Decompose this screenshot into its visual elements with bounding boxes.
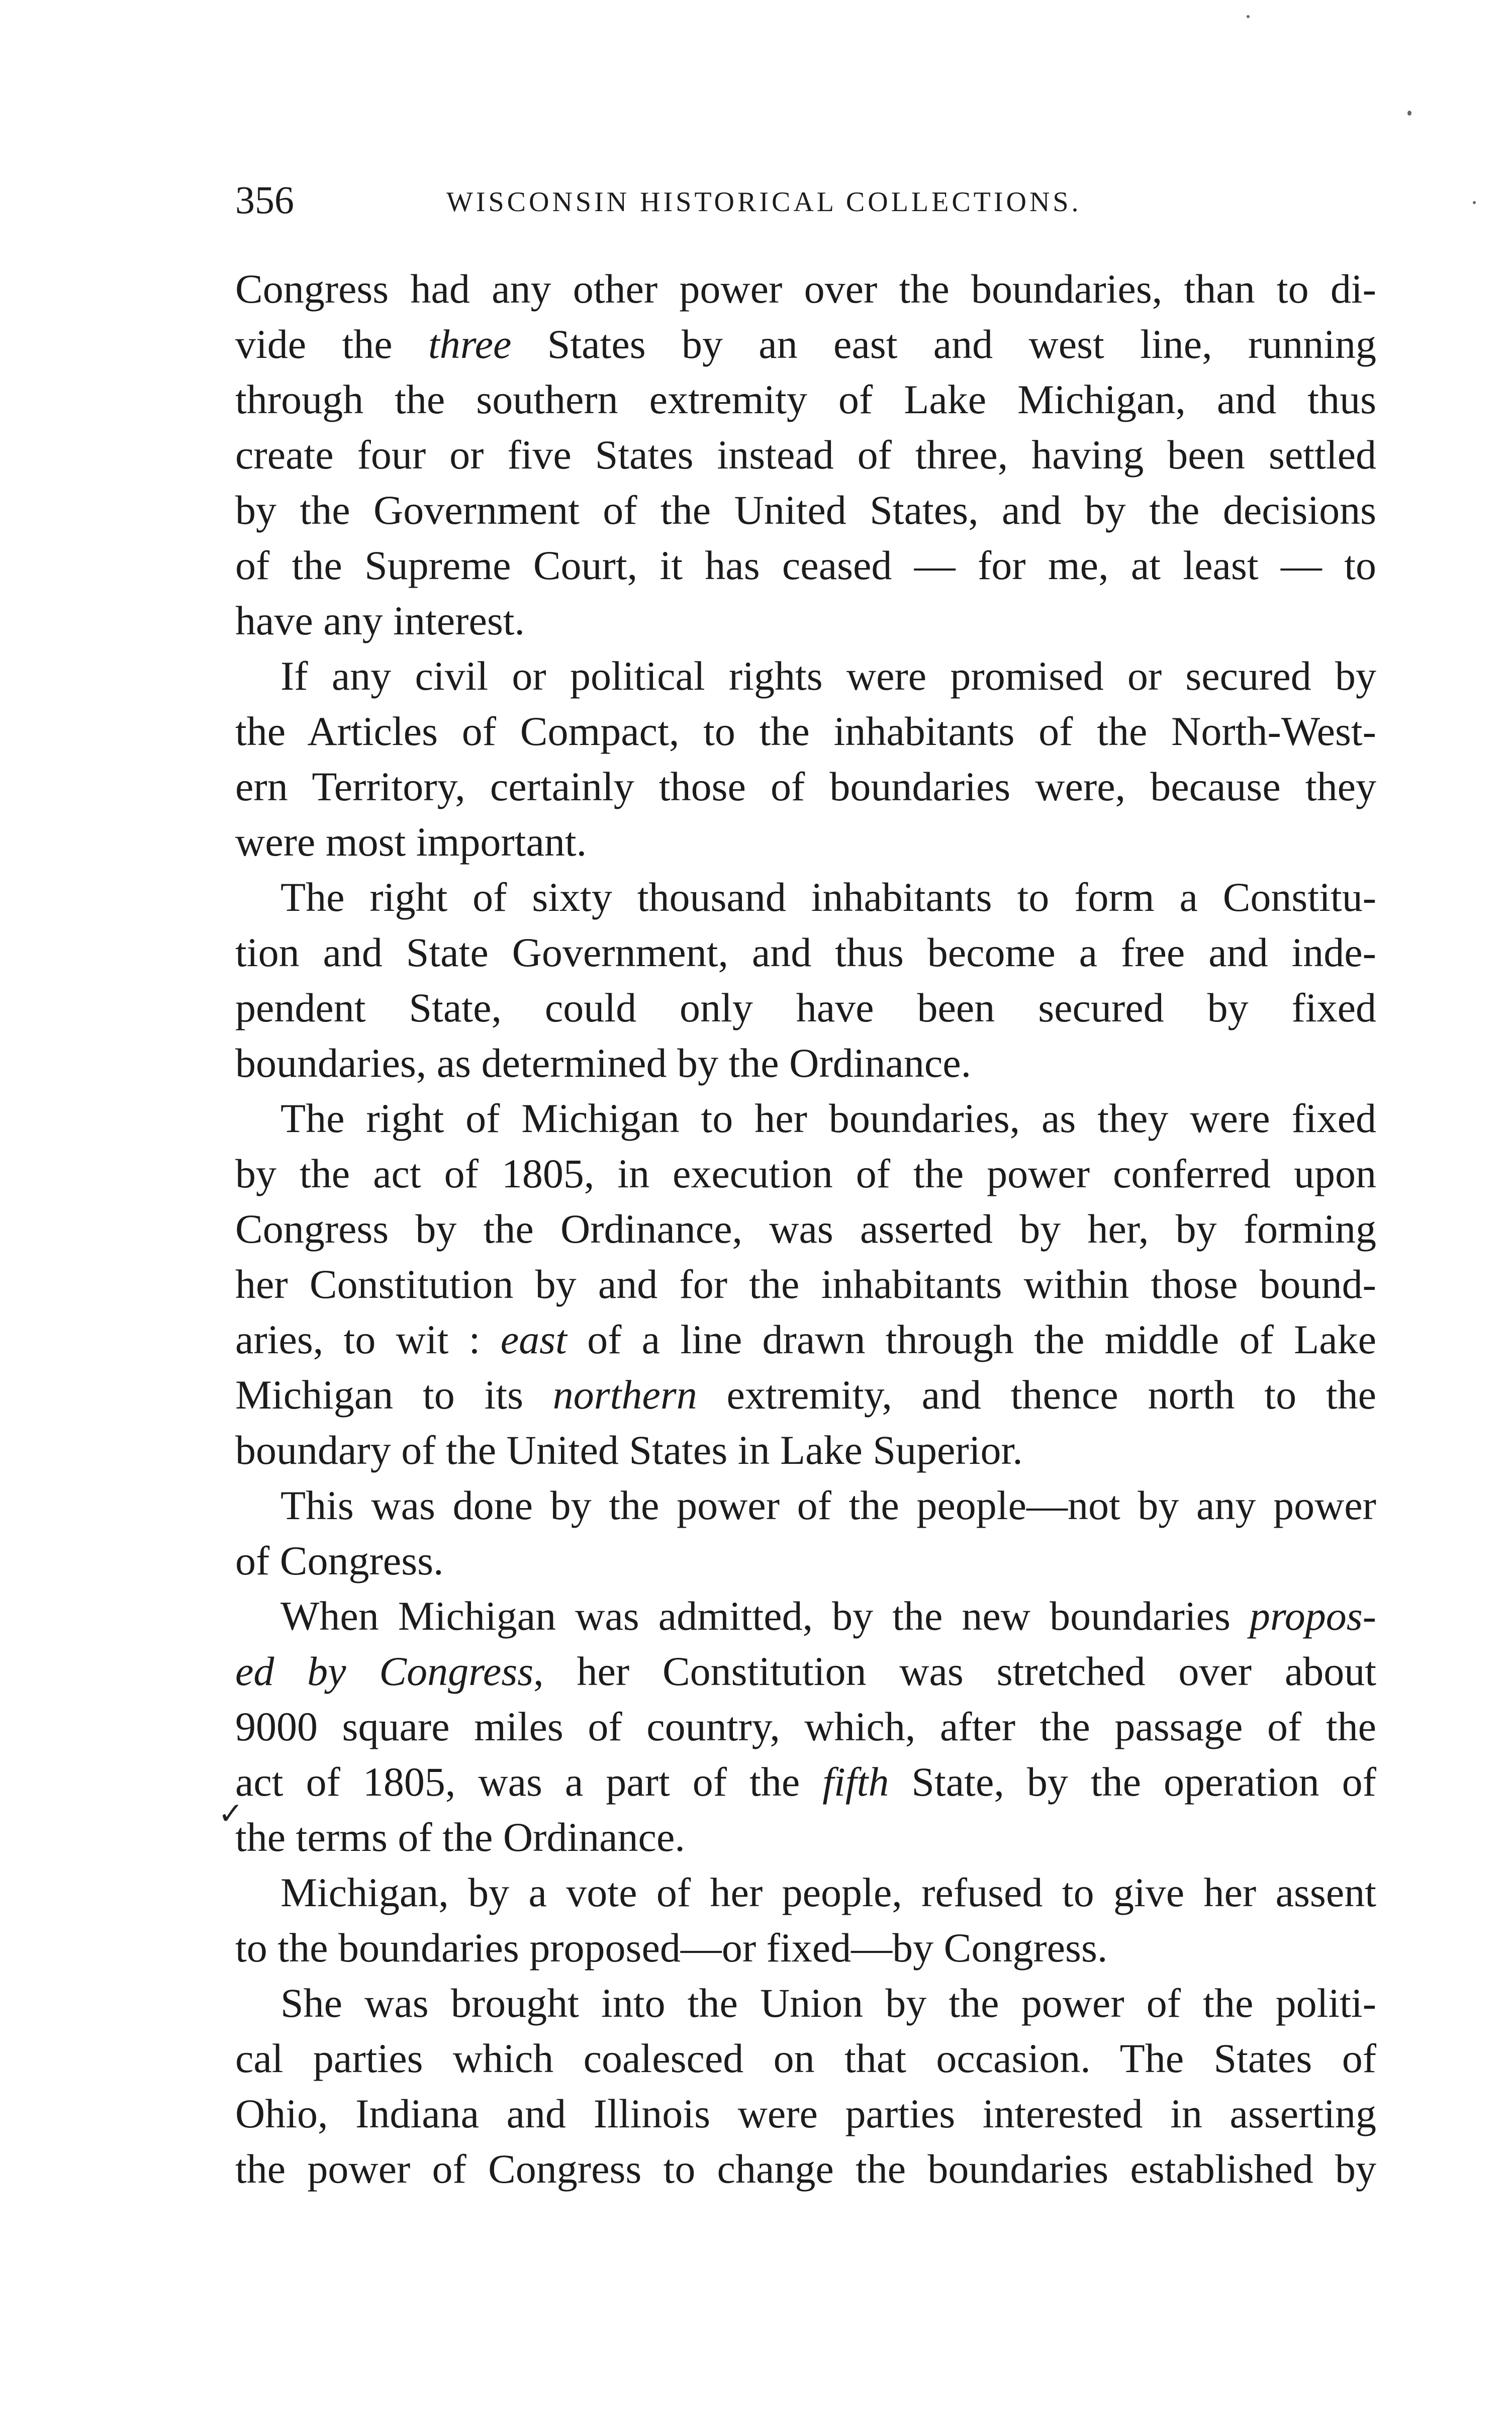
text-line: Congress by the Ordinance, was asserted by her, by forming: [235, 1206, 1376, 1252]
text-line: Ohio, Indiana and Illinois were parties interested in asserting: [235, 2091, 1376, 2136]
text-line: ern Territory, certainly those of boundaries were, because they: [235, 764, 1376, 809]
text-line: The right of sixty thousand inhabitants to form a Constitu-: [280, 874, 1376, 920]
text-line: boundary of the United States in Lake Superior.: [235, 1427, 1023, 1473]
text-line: her Constitution by and for the inhabitants within those bound-: [235, 1261, 1376, 1307]
margin-check-mark-icon: ✓: [218, 1797, 244, 1830]
text-line: the power of Congress to change the boundaries established by: [235, 2146, 1376, 2192]
text-line: through the southern extremity of Lake Michigan, and thus: [235, 377, 1376, 422]
paragraph: [235, 1091, 1376, 1478]
text-line: create four or five States instead of three, having been settled: [235, 432, 1376, 478]
paragraph: [235, 1478, 1376, 1589]
paragraph: [235, 648, 1376, 870]
paragraph: [235, 1589, 1376, 1865]
text-line: cal parties which coalesced on that occasion. The States of: [235, 2035, 1376, 2081]
text-line: If any civil or political rights were promised or secured by: [280, 653, 1376, 699]
text-line: boundaries, as determined by the Ordinance.: [235, 1040, 972, 1086]
paragraph: [235, 1865, 1376, 1976]
paragraph: [235, 1976, 1376, 2197]
text-line: The right of Michigan to her boundaries, as they were fixed: [280, 1095, 1376, 1141]
scan-speck: [1473, 201, 1476, 204]
text-line: Michigan to its northern extremity, and thence north to the: [235, 1372, 1376, 1418]
text-line: When Michigan was admitted, by the new boundaries propos-: [280, 1593, 1376, 1639]
text-line: ed by Congress, her Constitution was stretched over about: [235, 1648, 1376, 1694]
text-line: of the Supreme Court, it has ceased — for me, at least — to: [235, 542, 1376, 588]
text-line: Congress had any other power over the boundaries, than to di-: [235, 266, 1376, 312]
paragraph: [235, 870, 1376, 1091]
text-line: She was brought into the Union by the power of the politi-: [280, 1980, 1376, 2026]
text-line: This was done by the power of the people—not by any power: [280, 1482, 1376, 1528]
text-line: the Articles of Compact, to the inhabitants of the North-West-: [235, 708, 1376, 754]
text-line: pendent State, could only have been secured by fixed: [235, 985, 1376, 1031]
text-line: vide the three States by an east and west line, running: [235, 321, 1376, 367]
body-text: [235, 261, 1376, 2197]
text-line: of Congress.: [235, 1538, 444, 1583]
text-line: act of 1805, was a part of the fifth State, by the operation of: [235, 1759, 1376, 1805]
text-line: were most important.: [235, 819, 587, 865]
text-line: 9000 square miles of country, which, after the passage of the: [235, 1704, 1376, 1749]
running-title: WISCONSIN HISTORICAL COLLECTIONS.: [446, 186, 1082, 218]
text-line: aries, to wit : east of a line drawn through the middle of Lake: [235, 1317, 1376, 1362]
running-head: [235, 175, 1376, 225]
text-line: by the act of 1805, in execution of the power conferred upon: [235, 1151, 1376, 1196]
text-line: tion and State Government, and thus become a free and inde-: [235, 929, 1376, 975]
paragraph: [235, 261, 1376, 648]
scan-speck: [1247, 15, 1250, 18]
scan-speck: [1407, 111, 1411, 116]
text-line: Michigan, by a vote of her people, refused to give her assent: [280, 1870, 1376, 1915]
text-line: the terms of the Ordinance.: [235, 1814, 685, 1860]
text-line: by the Government of the United States, and by the decisions: [235, 487, 1376, 533]
text-line: to the boundaries proposed—or fixed—by Congress.: [235, 1925, 1108, 1971]
page-number: 356: [235, 178, 294, 222]
text-line: have any interest.: [235, 598, 525, 643]
